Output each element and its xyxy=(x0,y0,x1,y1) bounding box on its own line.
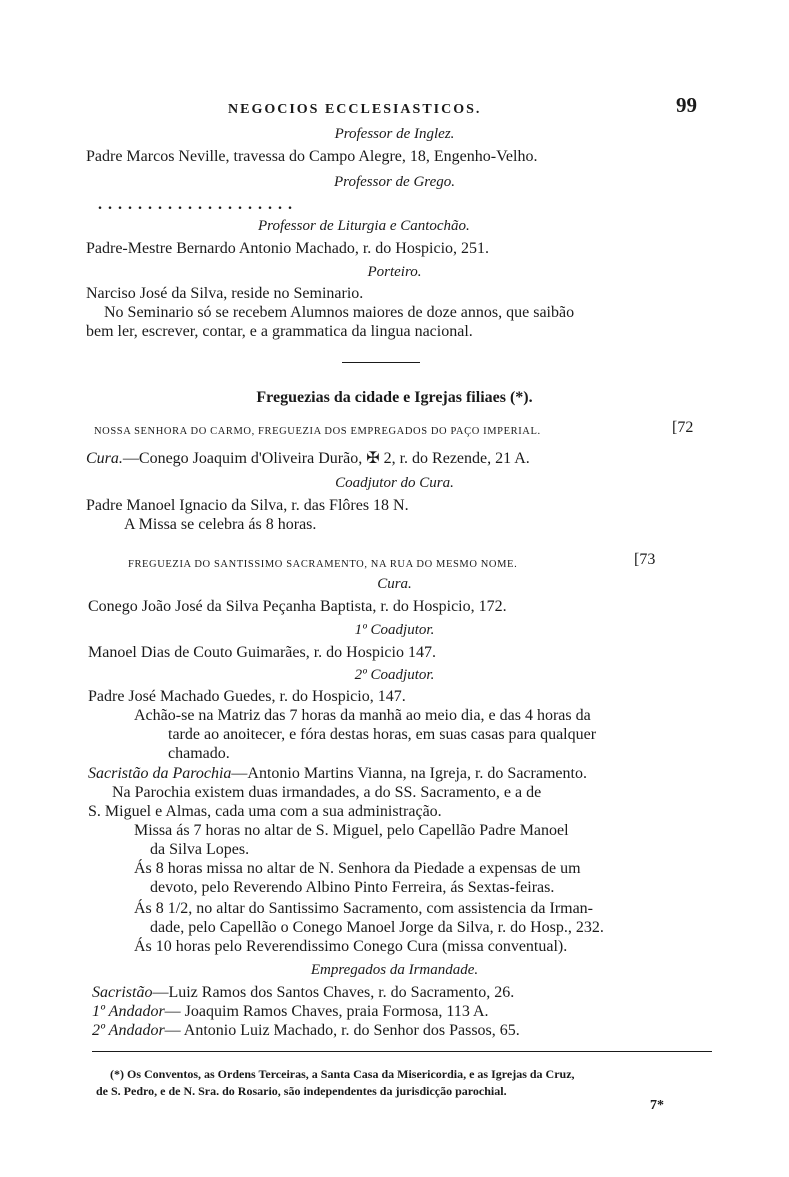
achao-line-3: chamado. xyxy=(168,745,230,762)
andador-2-label: 2º Andador xyxy=(92,1022,165,1039)
carmo-coadjutor-title: Coadjutor do Cura. xyxy=(335,475,454,491)
parish-sacramento-title: FREGUEZIA DO SANTISSIMO SACRAMENTO, NA RUA DO MESMO NOME. xyxy=(128,559,518,570)
carmo-missa-time: A Missa se celebra ás 8 horas. xyxy=(124,516,317,533)
parish-sacramento-number: [73 xyxy=(634,551,656,568)
porteiro-title: Porteiro. xyxy=(367,264,422,280)
section-divider xyxy=(342,362,420,363)
sacramento-coadjutor-2-title: 2º Coadjutor. xyxy=(354,667,435,683)
page-number: 99 xyxy=(676,93,697,117)
signature-mark: 7* xyxy=(650,1098,664,1113)
carmo-cura-line xyxy=(86,449,530,469)
missa-8-half-line-2: dade, pelo Capellão o Conego Manoel Jorge da Silva, r. do Hosp., 232. xyxy=(150,919,604,936)
parish-carmo-number: [72 xyxy=(672,419,694,436)
sacramento-cura-title: Cura. xyxy=(377,576,412,592)
professor-ingles-title: Professor de Inglez. xyxy=(334,126,455,142)
empregados-irmandade-title: Empregados da Irmandade. xyxy=(310,962,479,978)
achao-line-1: Achão-se na Matriz das 7 horas da manhã ao meio dia, e das 4 horas da xyxy=(134,707,591,724)
carmo-cura-label: Cura. xyxy=(86,450,123,467)
emp-sacristao-line xyxy=(92,983,514,1003)
footnote-line-2: de S. Pedro, e de N. Sra. do Rosario, são independentes da jurisdicção parochial. xyxy=(96,1084,507,1098)
porteiro-name: Narciso José da Silva, reside no Seminario. xyxy=(86,285,364,302)
missa-7-line-2: da Silva Lopes. xyxy=(150,841,250,858)
professor-ingles-name: Padre Marcos Neville, travessa do Campo Alegre, 18, Engenho-Velho. xyxy=(86,148,538,165)
sacramento-coadjutor-2-name: Padre José Machado Guedes, r. do Hospicio, 147. xyxy=(88,688,406,705)
professor-liturgia-name: Padre-Mestre Bernardo Antonio Machado, r. do Hospicio, 251. xyxy=(86,240,490,257)
achao-line-2: tarde ao anoitecer, e fóra destas horas, em suas casas para qualquer xyxy=(168,726,597,743)
sacristao-parochia-line xyxy=(88,764,587,784)
andador-1-text: — Joaquim Ramos Chaves, praia Formosa, 113 A. xyxy=(164,1003,489,1020)
missa-8-line-1: Ás 8 horas missa no altar de N. Senhora da Piedade a expensas de um xyxy=(134,860,581,877)
professor-liturgia-title: Professor de Liturgia e Cantochão. xyxy=(258,218,470,234)
emp-sacristao-label: Sacristão xyxy=(92,984,153,1001)
irmandades-line-2: S. Miguel e Almas, cada uma com a sua administração. xyxy=(88,803,442,820)
seminary-note-line-1: No Seminario só se recebem Alumnos maiores de doze annos, que saibão xyxy=(104,304,575,321)
andador-2-text: — Antonio Luiz Machado, r. do Senhor dos Passos, 65. xyxy=(164,1022,520,1039)
footnote-line-1: (*) Os Conventos, as Ordens Terceiras, a Santa Casa da Misericordia, e as Igrejas da Cruz, xyxy=(110,1067,575,1081)
missa-10-line: Ás 10 horas pelo Reverendissimo Conego Cura (missa conventual). xyxy=(134,938,568,955)
andador-2-line xyxy=(92,1021,520,1041)
running-header-title: NEGOCIOS ECCLESIASTICOS. xyxy=(228,102,482,117)
sacramento-cura-name: Conego João José da Silva Peçanha Baptista, r. do Hospicio, 172. xyxy=(88,598,507,615)
emp-sacristao-text: —Luiz Ramos dos Santos Chaves, r. do Sacramento, 26. xyxy=(152,984,515,1001)
freguezias-heading: Freguezias da cidade e Igrejas filiaes (*). xyxy=(256,389,533,406)
sacristao-parochia-text: —Antonio Martins Vianna, na Igreja, r. do Sacramento. xyxy=(231,765,587,782)
irmandades-line-1: Na Parochia existem duas irmandades, a do SS. Sacramento, e a de xyxy=(112,784,542,801)
missa-8-half-line-1: Ás 8 1/2, no altar do Santissimo Sacramento, com assistencia da Irman- xyxy=(134,900,594,917)
missa-7-line-1: Missa ás 7 horas no altar de S. Miguel, pelo Capellão Padre Manoel xyxy=(134,822,569,839)
professor-grego-title: Professor de Grego. xyxy=(334,174,455,190)
carmo-cura-text: —Conego Joaquim d'Oliveira Durão, ✠ 2, r. do Rezende, 21 A. xyxy=(122,450,530,467)
carmo-coadjutor-name: Padre Manoel Ignacio da Silva, r. das Flôres 18 N. xyxy=(86,497,409,514)
sacristao-parochia-label: Sacristão da Parochia xyxy=(88,765,232,782)
sacramento-coadjutor-1-name: Manoel Dias de Couto Guimarães, r. do Hospicio 147. xyxy=(88,644,436,661)
missa-8-line-2: devoto, pelo Reverendo Albino Pinto Ferreira, ás Sextas-feiras. xyxy=(150,879,555,896)
seminary-note-line-2: bem ler, escrever, contar, e a grammatica da lingua nacional. xyxy=(86,323,473,340)
omission-dots: . . . . . . . . . . . . . . . . . . . . xyxy=(98,196,293,213)
andador-1-label: 1º Andador xyxy=(92,1003,165,1020)
footnote-rule xyxy=(92,1051,712,1052)
parish-carmo-title: NOSSA SENHORA DO CARMO, FREGUEZIA DOS EMPREGADOS DO PAÇO IMPERIAL. xyxy=(94,426,541,437)
andador-1-line xyxy=(92,1002,489,1022)
sacramento-coadjutor-1-title: 1º Coadjutor. xyxy=(354,622,435,638)
